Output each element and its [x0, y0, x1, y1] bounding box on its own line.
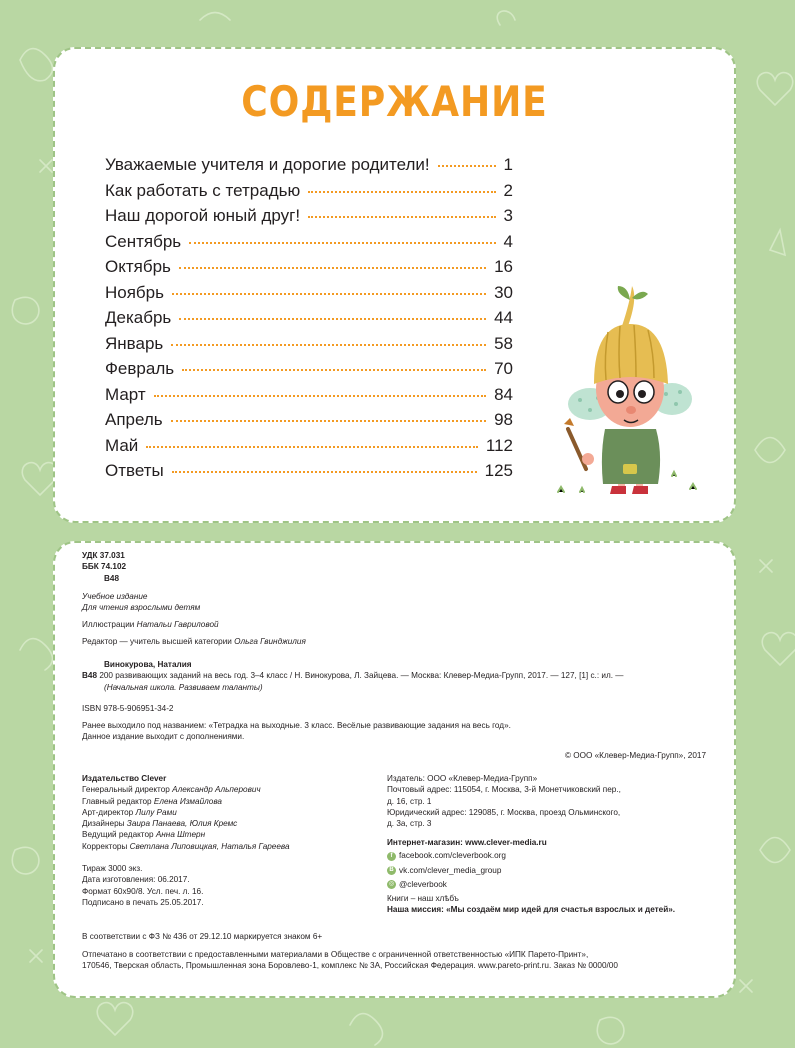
- toc-leader-dots: [438, 165, 496, 167]
- toc-entry-label: Декабрь: [105, 308, 172, 327]
- publisher-block: [387, 773, 621, 829]
- bib-line: 200 развивающих заданий на весь год. 3–4 класс / Н. Винокурова, Л. Зайцева. — Москва: Клевер-Медиа-Групп, 2017. — 127, [1] с.: ил. —: [99, 671, 624, 681]
- toc-entry-page: 70: [494, 359, 513, 378]
- toc-entry[interactable]: [105, 232, 513, 258]
- publisher-line: д. 3а, стр. 3: [387, 819, 432, 829]
- facebook-icon: f: [387, 852, 396, 861]
- toc-leader-dots: [172, 471, 477, 473]
- printed-line-1: Отпечатано в соответствии с предоставленными материалами в Обществе с ограниченной ответственностью «ИПК Парето-Принт»,: [82, 950, 589, 959]
- toc-leader-dots: [189, 242, 495, 244]
- social-link[interactable]: [387, 879, 675, 890]
- staff-role: Арт-директор: [82, 807, 134, 817]
- toc-entry-page: 84: [494, 384, 513, 404]
- toc-list: [105, 155, 513, 487]
- toc-entry[interactable]: [105, 436, 513, 462]
- publisher-line: Издатель: ООО «Клевер-Медиа-Групп»: [387, 774, 538, 783]
- toc-entry[interactable]: [105, 181, 513, 207]
- toc-entry-label: Март: [105, 384, 146, 404]
- b48-code: В48: [104, 573, 120, 583]
- toc-title: СОДЕРЖАНИЕ: [241, 77, 548, 126]
- toc-leader-dots: [171, 344, 486, 346]
- toc-entry-page: 112: [485, 435, 513, 455]
- toc-entry-page: 2: [503, 180, 513, 200]
- toc-entry[interactable]: [105, 206, 513, 232]
- toc-leader-dots: [308, 191, 495, 193]
- toc-entry[interactable]: [105, 385, 513, 411]
- social-link-text: facebook.com/cleverbook.org: [399, 851, 506, 861]
- toc-entry-label: Февраль: [105, 359, 175, 378]
- editor-label: Редактор — учитель высшей категории: [82, 637, 232, 646]
- social-link[interactable]: [387, 850, 675, 861]
- prev-title: Ранее выходило под названием: «Тетрадка на выходные. 3 класс. Весёлые развивающие задания на весь год».: [82, 721, 511, 730]
- toc-entry-label: Уважаемые учителя и дорогие родители!: [105, 155, 430, 174]
- toc-leader-dots: [182, 369, 486, 371]
- toc-entry-page: 58: [494, 333, 513, 353]
- toc-entry-label: Наш дорогой юный друг!: [105, 206, 301, 225]
- staff-line: [82, 829, 290, 840]
- bib-code: В48: [82, 671, 98, 681]
- law-notice: В соответствии с ФЗ № 436 от 29.12.10 маркируется знаком 6+: [82, 932, 323, 941]
- staff-line: [82, 841, 290, 852]
- toc-entry[interactable]: [105, 461, 513, 487]
- toc-entry-label: Октябрь: [105, 257, 171, 276]
- publisher-house: Издательство Clever: [82, 774, 167, 783]
- staff-role: Главный редактор: [82, 796, 152, 806]
- toc-entry-page: 44: [494, 308, 513, 327]
- toc-entry-page: 1: [503, 155, 513, 174]
- staff-role: Дизайнеры: [82, 819, 125, 829]
- toc-entry[interactable]: [105, 155, 513, 181]
- publisher-line: д. 16, стр. 1: [387, 796, 432, 806]
- toc-entry-label: Ответы: [105, 461, 164, 480]
- illustrations-name: Натальи Гавриловой: [136, 620, 219, 629]
- toc-entry-label: Январь: [105, 333, 164, 353]
- additions: Данное издание выходит с дополнениями.: [82, 732, 245, 742]
- print-info-line: Тираж 3000 экз.: [82, 864, 143, 873]
- toc-entry-label: Май: [105, 435, 139, 455]
- staff-line: [82, 818, 290, 829]
- author: Винокурова, Наталия: [104, 660, 192, 669]
- toc-leader-dots: [146, 446, 478, 448]
- editor-name: Ольга Гвинджилия: [234, 637, 306, 646]
- social-link-text: vk.com/clever_media_group: [399, 865, 502, 875]
- toc-leader-dots: [154, 395, 486, 397]
- isbn: ISBN 978-5-906951-34-2: [82, 704, 174, 713]
- toc-leader-dots: [172, 293, 486, 295]
- staff-name: Заира Панаева, Юлия Кремс: [126, 819, 238, 829]
- staff-name: Александр Альперович: [172, 785, 261, 795]
- toc-entry[interactable]: [105, 257, 513, 283]
- toc-entry[interactable]: [105, 359, 513, 385]
- toc-entry-page: 4: [503, 231, 513, 251]
- imprint-card: [53, 541, 736, 998]
- print-info-line: Формат 60х90/8. Усл. печ. л. 16.: [82, 886, 204, 896]
- illustrations-label: Иллюстрации: [82, 620, 135, 629]
- staff-name: Анна Штерн: [155, 830, 206, 840]
- toc-entry-page: 16: [494, 257, 513, 276]
- toc-entry[interactable]: [105, 283, 513, 309]
- staff-role: Ведущий редактор: [82, 830, 154, 840]
- mission: Наша миссия: «Мы создаём мир идей для счастья взрослых и детей».: [387, 905, 676, 915]
- toc-entry-page: 3: [503, 206, 513, 225]
- toc-entry[interactable]: [105, 410, 513, 436]
- copyright: © ООО «Клевер-Медиа-Групп», 2017: [564, 751, 706, 760]
- series: (Начальная школа. Развиваем таланты): [104, 682, 263, 692]
- toc-leader-dots: [308, 216, 495, 218]
- toc-card: [53, 47, 736, 523]
- girl-illustration: [550, 264, 700, 494]
- motto: Книги – наш хлѣбъ: [387, 894, 459, 904]
- vk-icon: В: [387, 866, 396, 875]
- toc-leader-dots: [179, 267, 486, 269]
- staff-name: Лилу Рами: [135, 807, 177, 817]
- contacts-block: [387, 837, 675, 916]
- shop-link[interactable]: Интернет-магазин: www.clever-media.ru: [387, 838, 547, 847]
- toc-entry-label: Как работать с тетрадью: [105, 180, 301, 200]
- publisher-line: Почтовый адрес: 115054, г. Москва, 3-й Монетчиковский пер.,: [387, 785, 621, 795]
- toc-entry-page: 98: [494, 410, 513, 429]
- udk-code: УДК 37.031: [82, 551, 125, 560]
- print-info-block: [82, 863, 204, 908]
- staff-block: [82, 773, 290, 852]
- bbk-code: ББК 74.102: [82, 562, 127, 572]
- instagram-icon: ◎: [388, 881, 395, 888]
- staff-name: Елена Измайлова: [153, 796, 222, 806]
- toc-entry-label: Сентябрь: [105, 231, 182, 251]
- toc-leader-dots: [171, 420, 486, 422]
- toc-leader-dots: [179, 318, 486, 320]
- staff-line: [82, 784, 290, 795]
- printed-line-2: 170546, Тверская область, Промышленная зона Боровлево-1, комплекс № 3А, Российская Федерация. www.pareto-print.ru. Заказ № 0000/00: [82, 961, 618, 971]
- staff-role: Корректоры: [82, 841, 128, 851]
- staff-role: Генеральный директор: [82, 785, 170, 795]
- audience: Для чтения взрослыми детям: [82, 603, 201, 613]
- toc-entry-label: Апрель: [105, 410, 163, 429]
- staff-line: [82, 807, 290, 818]
- toc-entry[interactable]: [105, 308, 513, 334]
- toc-entry-page: 125: [484, 461, 513, 480]
- print-info-line: Дата изготовления: 06.2017.: [82, 875, 190, 885]
- print-info-line: Подписано в печать 25.05.2017.: [82, 897, 204, 907]
- social-link-text: @cleverbook: [399, 879, 447, 889]
- staff-line: [82, 796, 290, 807]
- edition-type: Учебное издание: [82, 592, 148, 601]
- toc-entry-page: 30: [494, 282, 513, 302]
- publisher-line: Юридический адрес: 129085, г. Москва, проезд Ольминского,: [387, 807, 621, 817]
- toc-entry[interactable]: [105, 334, 513, 360]
- social-link[interactable]: [387, 865, 675, 876]
- toc-entry-label: Ноябрь: [105, 282, 164, 302]
- staff-name: Светлана Липовицкая, Наталья Гареева: [129, 841, 290, 851]
